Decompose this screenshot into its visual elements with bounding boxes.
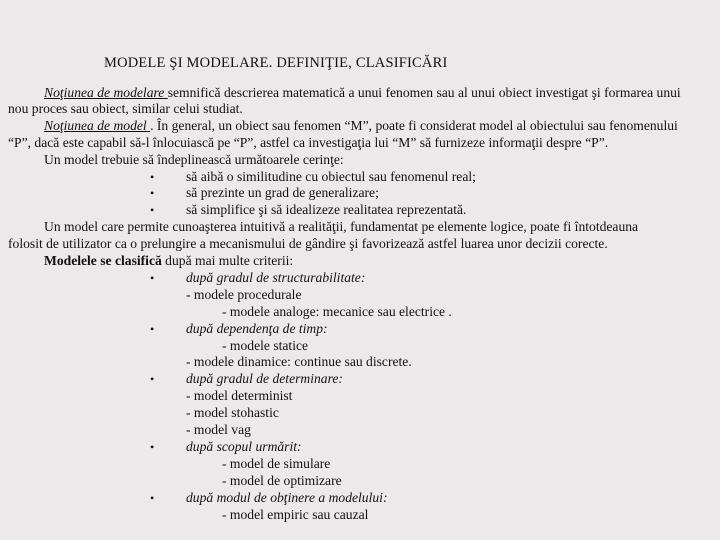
model-definition-text: . În general, un obiect sau fenomen “M”, poate fi considerat model al obiectului sau fenomenului [150,118,678,133]
modeling-definition-text: semnifică descrierea matematică a unui fenomen sau al unui obiect investigat şi formarea unui [167,85,681,100]
modeling-term: Noţiunea de modelare [44,85,168,100]
criterion-subitem: - model determinist [186,388,293,403]
bullet-icon: • [150,186,155,200]
criterion-label: după dependenţa de timp: [186,321,328,336]
model-term: Noţiunea de model [44,118,151,133]
criterion-subitem: - modele statice [222,338,309,353]
requirement-item: să aibă o similitudine cu obiectul sau fenomenul real; [186,169,476,184]
classification-intro [44,252,293,270]
classification-text: după mai multe criterii: [161,253,294,268]
model-definition-line2: “P”, dacă este capabil să-l înlocuiască pe “P”, astfel ca investigaţia lui “M” să furnizeze informaţii despre “P”. [8,135,609,150]
criterion-label: după gradul de determinare: [186,371,343,386]
requirement-item: să prezinte un grad de generalizare; [186,185,379,200]
bullet-icon: • [150,440,155,454]
requirements-intro: Un model trebuie să îndeplinească următoarele cerinţe: [44,152,344,167]
criterion-label: după modul de obţinere a modelului: [186,490,388,505]
bullet-icon: • [150,322,155,336]
modeling-definition-line2: nou proces sau obiect, similar celui studiat. [8,101,243,116]
criterion-label: după gradul de structurabilitate: [186,270,366,285]
criterion-subitem: - model de optimizare [222,473,342,488]
model-usage-line2: folosit de utilizator ca o prelungire a mecanismului de gândire şi favorizează astfel luarea unor decizii corecte. [8,236,608,251]
model-usage-line1: Un model care permite cunoaşterea intuitivă a realităţii, fundamentat pe elemente logice, poate fi întotdeauna [44,219,639,234]
criterion-subitem: - model de simulare [222,456,331,471]
model-definition-line1 [44,117,678,135]
classification-bold: Modelele se clasifică [44,253,162,268]
criterion-label: după scopul urmărit: [186,439,302,454]
page-title: MODELE ŞI MODELARE. DEFINIŢIE, CLASIFICĂRI [104,55,448,71]
criterion-subitem: - modele dinamice: continue sau discrete. [186,354,412,369]
criterion-subitem: - modele procedurale [186,287,302,302]
bullet-icon: • [150,491,155,505]
criterion-subitem: - modele analoge: mecanice sau electrice . [222,304,452,319]
bullet-icon: • [150,271,155,285]
bullet-icon: • [150,203,155,217]
requirement-item: să simplifice şi să idealizeze realitatea reprezentată. [186,202,467,217]
criterion-subitem: - model vag [186,422,251,437]
criterion-subitem: - model empiric sau cauzal [222,507,369,522]
bullet-icon: • [150,372,155,386]
criterion-subitem: - model stohastic [186,405,279,420]
bullet-icon: • [150,170,155,184]
